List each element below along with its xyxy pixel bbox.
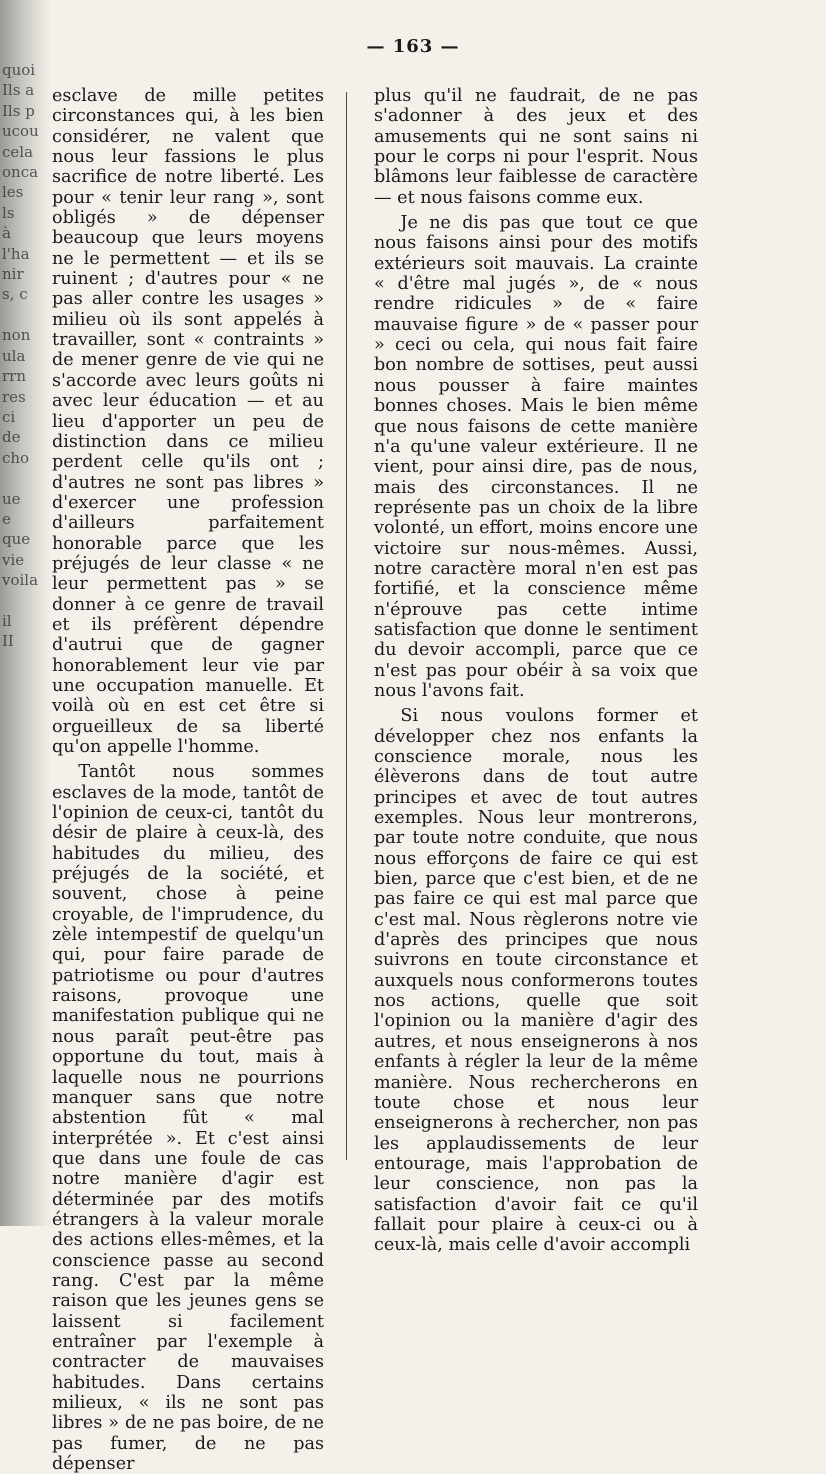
paragraph: Tantôt nous sommes esclaves de la mode, tantôt de l'opinion de ceux-ci, tantôt du désir de plaire à ceux-là, des habitudes du milieu, des préjugés de la société, et souvent, chose à peine croyable, de l'imprudence, du zèle intempestif de quelqu'un qui, pour faire parade de patriotisme ou pour d'autres raisons, provoque une manifestation publique qui ne nous paraît peut-être pas opportune du tout, mais à laquelle nous ne pourrions manquer sans que notre abstention fût « mal interprétée ». Et c'est ainsi que dans une foule de cas notre manière d'agir est déterminée par des motifs étrangers à la valeur morale des actions elles-mêmes, et la conscience passe au second rang. C'est par la même raison que les jeunes gens se laissent si facilement entraîner par l'exemple à contracter de mauvaises habitudes. Dans certains milieux, « ils ne sont pas libres » de ne pas boire, de ne pas fumer, de ne pas dépenser	[52, 762, 324, 1474]
right-column	[374, 86, 698, 1256]
gutter-bleed-text: quoi Ils a Ils p ucou cela onca les ls à l'ha nir s, c non ula rrn res ci de cho ue e que vie voila il II	[2, 61, 39, 651]
paragraph: Je ne dis pas que tout ce que nous faisons ainsi pour des motifs extérieurs soit mauvais. La crainte « d'être mal jugés », de « nous rendre ridicules » de « faire mauvaise figure » de « passer pour » ceci ou cela, qui nous fait faire bon nombre de sottises, peut aussi nous pousser à faire maintes bonnes choses. Mais le bien même que nous faisons de cette manière n'a qu'une valeur extérieure. Il ne vient, pour ainsi dire, pas de nous, mais des circonstances. Il ne représente pas un choix de la libre volonté, un effort, moins encore une victoire sur nous-mêmes. Aussi, notre caractère moral n'en est pas fortifié, et la conscience même n'éprouve pas cette intime satisfaction que donne le sentiment du devoir accompli, parce que ce n'est pas pour obéir à sa voix que nous l'avons fait.	[374, 213, 698, 701]
column-divider	[346, 92, 347, 1160]
paragraph: plus qu'il ne faudrait, de ne pas s'adonner à des jeux et des amusements qui ne sont sains ni pour le corps ni pour l'esprit. Nous blâmons leur faiblesse de caractère — et nous faisons comme eux.	[374, 86, 698, 208]
paragraph: esclave de mille petites circonstances qui, à les bien considérer, ne valent que nous leur fassions le plus sacrifice de notre liberté. Les pour « tenir leur rang », sont obligés » de dépenser beaucoup que leurs moyens ne le permettent — et ils se ruinent ; d'autres pour « ne pas aller contre les usages » milieu où ils sont appelés à travailler, sont « contraints » de mener genre de vie qui ne s'accorde avec leurs goûts ni avec leur éducation — et au lieu d'apporter un peu de distinction dans ce milieu perdent celle qu'ils ont ; d'autres ne sont pas libres » d'exercer une profession d'ailleurs parfaitement honorable parce que les préjugés de leur classe « ne leur permettent pas » se donner à ce genre de travail et ils préfèrent dépendre d'autrui que de gagner honorablement leur vie par une occupation manuelle. Et voilà où en est cet être si orgueilleux de sa liberté qu'on appelle l'homme.	[52, 86, 324, 757]
paragraph: Si nous voulons former et développer chez nos enfants la conscience morale, nous les élèverons dans de tout autre principes et avec de tout autres exemples. Nous leur montrerons, par toute notre conduite, que nous nous efforçons de faire ce qui est bien, parce que c'est bien, et de ne pas faire ce qui est mal parce que c'est mal. Nous règlerons notre vie d'après des principes que nous suivrons en toute circonstance et auxquels nous conformerons toutes nos actions, quelle que soit l'opinion ou la manière d'agir des autres, et nous enseignerons à nos enfants à régler la leur de la même manière. Nous rechercherons en toute chose et nous leur enseignerons à rechercher, non pas les applaudissements de leur entourage, mais l'approbation de leur conscience, non pas la satisfaction d'avoir fait ce qu'il fallait pour plaire à ceux-ci ou à ceux-là, mais celle d'avoir accompli	[374, 706, 698, 1256]
left-column	[52, 86, 324, 1474]
page-number: — 163 —	[366, 36, 460, 57]
page-gutter-shadow	[0, 0, 52, 1226]
